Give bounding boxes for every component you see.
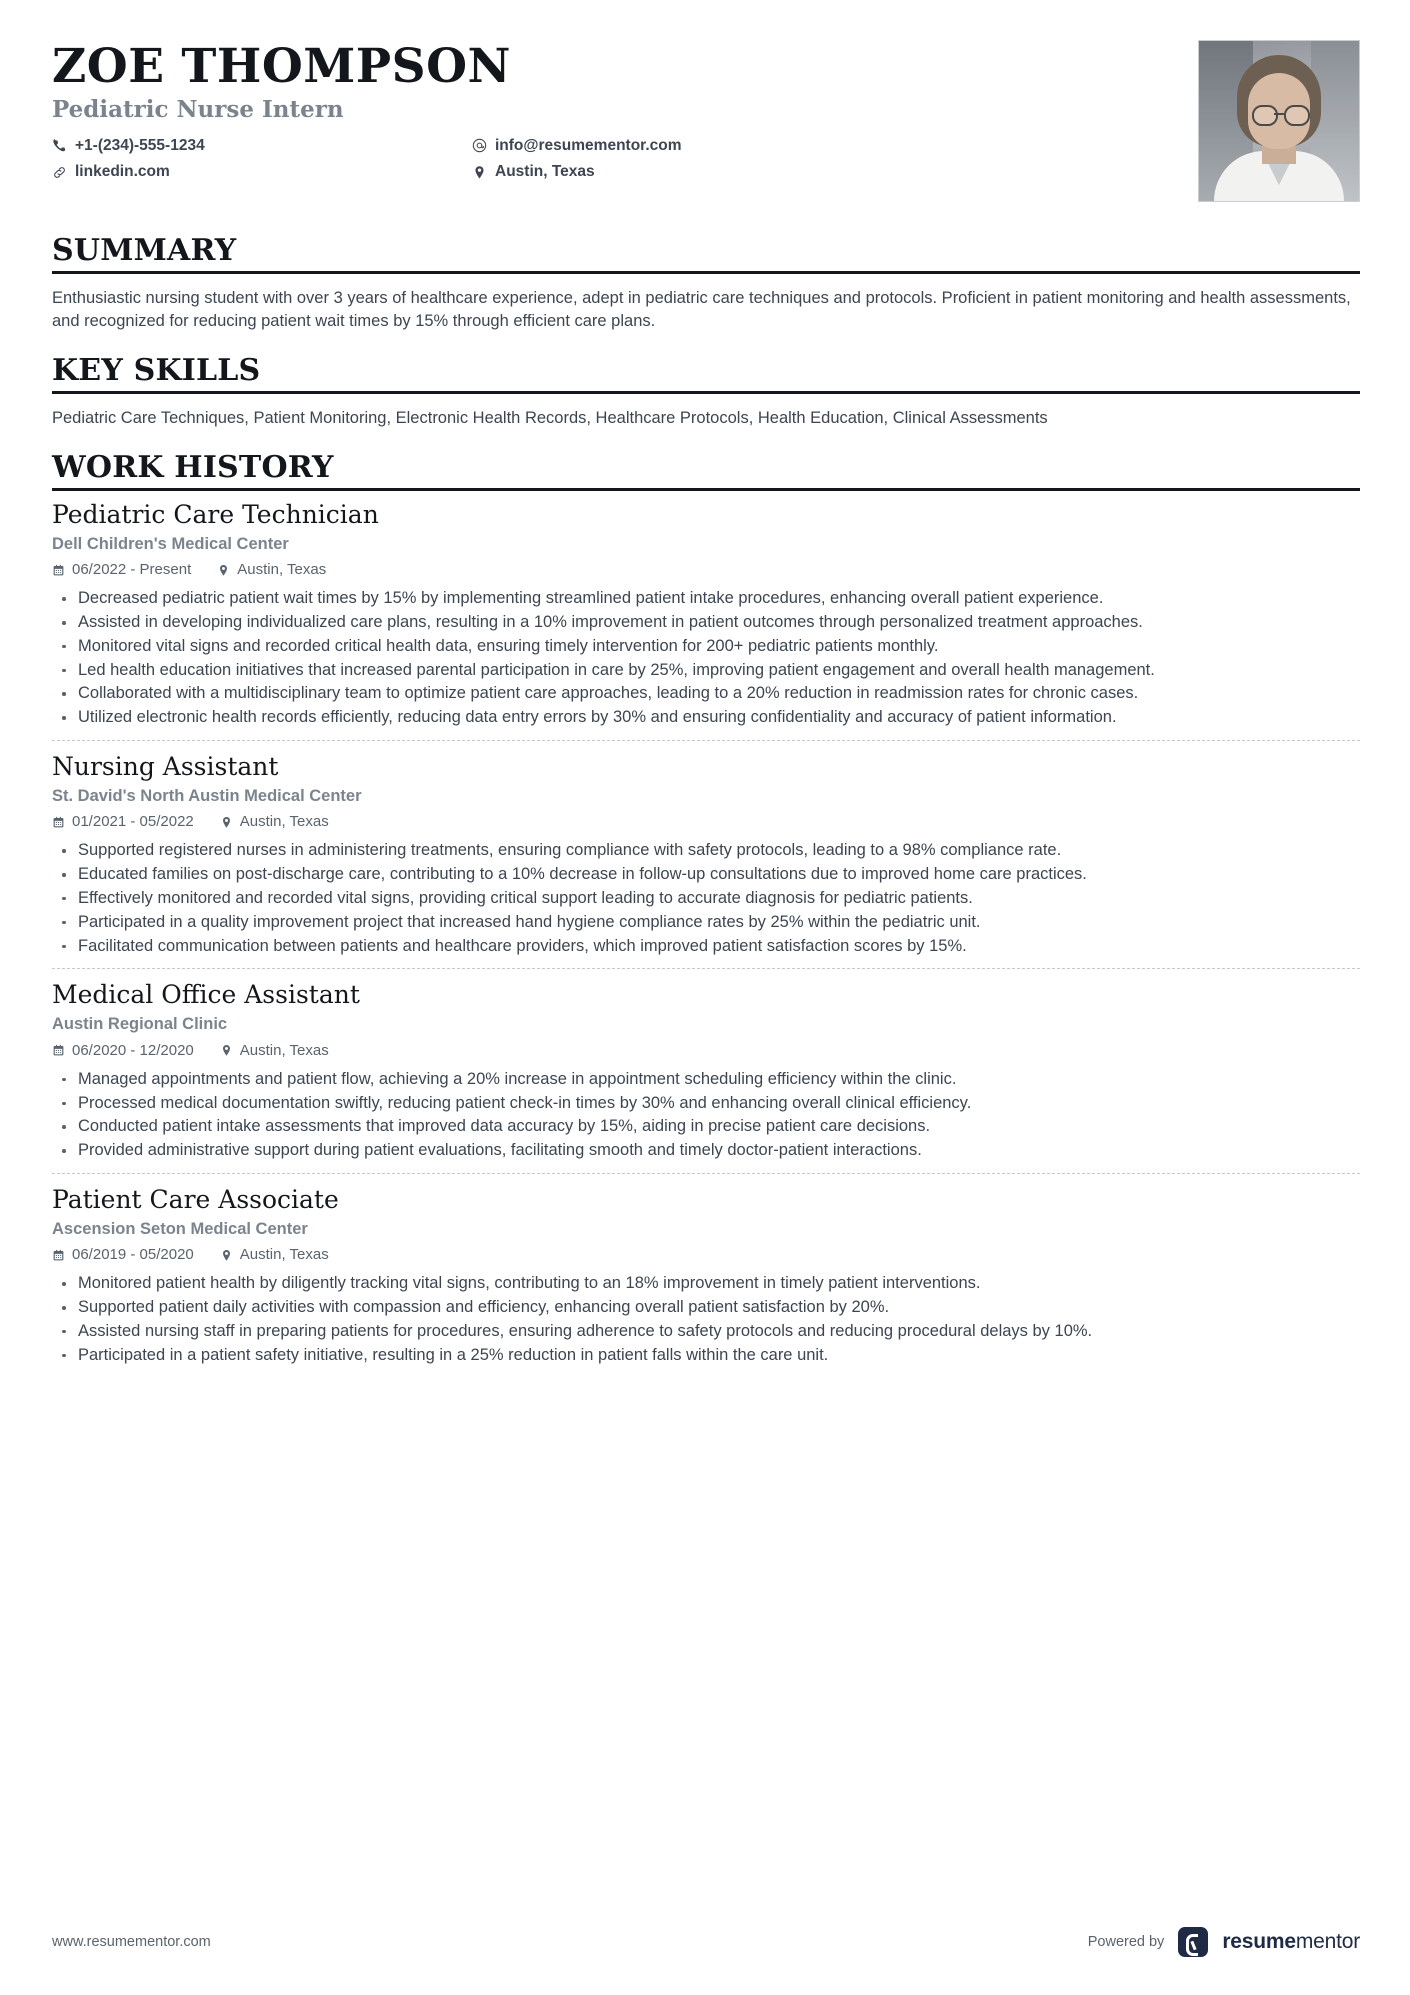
candidate-name: ZOE THOMPSON bbox=[52, 39, 511, 94]
work-entry-title: Patient Care Associate bbox=[52, 1184, 339, 1214]
phone-icon bbox=[52, 138, 67, 153]
work-entry-bullets bbox=[52, 1068, 1360, 1162]
work-entry-bullet: Utilized electronic health records efficiently, reducing data entry errors by 30% and ensuring confidentiality and accuracy of patient information. bbox=[52, 706, 1360, 729]
header-left-column bbox=[52, 38, 1198, 182]
work-entry-bullet: Provided administrative support during patient evaluations, facilitating smooth and timely doctor-patient interactions. bbox=[52, 1139, 1360, 1162]
summary-heading: SUMMARY bbox=[52, 235, 1360, 274]
work-entry-bullet: Processed medical documentation swiftly, reducing patient check-in times by 30% and enhancing overall clinical efficiency. bbox=[52, 1092, 1360, 1115]
powered-by-label: Powered by bbox=[1087, 1934, 1165, 1950]
work-entry-title: Medical Office Assistant bbox=[52, 980, 360, 1010]
work-entry-dates-text: 06/2019 - 05/2020 bbox=[72, 1246, 194, 1264]
work-entry-location bbox=[220, 1246, 329, 1264]
work-entry-bullet: Supported registered nurses in administering treatments, ensuring compliance with safety protocols, leading to a 98% compliance rate. bbox=[52, 839, 1360, 862]
work-entry-bullet: Facilitated communication between patients and healthcare providers, which improved patient satisfaction scores by 15%. bbox=[52, 935, 1360, 958]
work-entry-bullet: Effectively monitored and recorded vital signs, providing critical support leading to accurate diagnosis for pediatric patients. bbox=[52, 887, 1360, 910]
contact-email[interactable] bbox=[472, 137, 1198, 156]
contact-location-text: Austin, Texas bbox=[495, 163, 595, 181]
location-icon bbox=[472, 165, 487, 180]
work-entry bbox=[52, 740, 1360, 957]
work-entry-bullet: Monitored vital signs and recorded critical health data, ensuring timely intervention for 200+ pediatric patients monthly. bbox=[52, 635, 1360, 658]
resumementor-logo-text bbox=[1222, 1930, 1360, 1954]
work-entry-bullet: Educated families on post-discharge care, contributing to a 10% decrease in follow-up consultations due to improved home care practices. bbox=[52, 863, 1360, 886]
location-icon bbox=[220, 816, 233, 829]
candidate-photo bbox=[1198, 40, 1360, 202]
key-skills-heading: KEY SKILLS bbox=[52, 355, 1360, 394]
contact-linkedin[interactable] bbox=[52, 163, 472, 182]
work-entry-bullet: Led health education initiatives that increased parental participation in care by 25%, improving patient engagement and overall health management. bbox=[52, 659, 1360, 682]
work-entry-location bbox=[217, 561, 326, 579]
work-entry-bullet: Participated in a patient safety initiative, resulting in a 25% reduction in patient falls within the care unit. bbox=[52, 1344, 1360, 1367]
work-entry-bullets bbox=[52, 587, 1360, 729]
work-entry-dates bbox=[52, 813, 194, 831]
work-entry-bullet: Collaborated with a multidisciplinary team to optimize patient care approaches, leading to a 20% reduction in readmission rates for chronic cases. bbox=[52, 682, 1360, 705]
page-footer bbox=[52, 1927, 1360, 1957]
work-entry bbox=[52, 968, 1360, 1162]
work-entry-dates-text: 06/2022 - Present bbox=[72, 561, 192, 579]
section-work-history bbox=[52, 452, 1360, 1366]
work-entry-location bbox=[220, 813, 329, 831]
work-history-heading: WORK HISTORY bbox=[52, 452, 1360, 491]
location-icon bbox=[220, 1044, 233, 1057]
work-entry-bullet: Decreased pediatric patient wait times by 15% by implementing streamlined patient intake procedures, enhancing overall patient experience. bbox=[52, 587, 1360, 610]
section-summary bbox=[52, 235, 1360, 333]
logo-text-bold: resume bbox=[1222, 1930, 1296, 1953]
contact-phone[interactable] bbox=[52, 137, 472, 156]
contact-phone-text: +1-(234)-555-1234 bbox=[75, 136, 205, 154]
work-entry bbox=[52, 491, 1360, 729]
contact-linkedin-text: linkedin.com bbox=[75, 163, 170, 181]
work-entry-bullet: Assisted in developing individualized care plans, resulting in a 10% improvement in patient outcomes through personalized treatment approaches. bbox=[52, 611, 1360, 634]
work-entry-location-text: Austin, Texas bbox=[239, 813, 329, 831]
work-entry-location-text: Austin, Texas bbox=[239, 1041, 329, 1059]
work-entry-company: Dell Children's Medical Center bbox=[52, 534, 289, 553]
work-entry-title: Pediatric Care Technician bbox=[52, 499, 379, 529]
work-entry-company: Austin Regional Clinic bbox=[52, 1015, 228, 1034]
link-icon bbox=[52, 165, 67, 180]
calendar-icon bbox=[52, 1249, 65, 1262]
calendar-icon bbox=[52, 564, 65, 577]
footer-website[interactable]: www.resumementor.com bbox=[52, 1934, 211, 1950]
email-icon bbox=[472, 138, 487, 153]
work-entry-location-text: Austin, Texas bbox=[237, 561, 327, 579]
work-entry-location-text: Austin, Texas bbox=[239, 1246, 329, 1264]
work-entry-meta bbox=[52, 813, 1360, 831]
work-entry-meta bbox=[52, 561, 1360, 579]
work-entry-dates-text: 01/2021 - 05/2022 bbox=[72, 813, 194, 831]
resume-header bbox=[52, 38, 1360, 213]
work-entry-meta bbox=[52, 1042, 1360, 1060]
work-entry-bullet: Conducted patient intake assessments that improved data accuracy by 15%, aiding in precise patient care decisions. bbox=[52, 1115, 1360, 1138]
work-entry-company: Ascension Seton Medical Center bbox=[52, 1219, 308, 1238]
work-entry bbox=[52, 1173, 1360, 1367]
key-skills-text: Pediatric Care Techniques, Patient Monitoring, Electronic Health Records, Healthcare Protocols, Health Education, Clinical Assessments bbox=[52, 408, 1048, 427]
work-entry-bullet: Managed appointments and patient flow, achieving a 20% increase in appointment scheduling efficiency within the clinic. bbox=[52, 1068, 1360, 1091]
work-entry-bullet: Participated in a quality improvement project that increased hand hygiene compliance rates by 25% within the pediatric unit. bbox=[52, 911, 1360, 934]
work-entry-bullet: Assisted nursing staff in preparing patients for procedures, ensuring adherence to safety protocols and reducing procedural delays by 10%. bbox=[52, 1320, 1360, 1343]
work-entry-meta bbox=[52, 1246, 1360, 1264]
contact-location bbox=[472, 163, 1198, 182]
work-entry-dates bbox=[52, 561, 191, 579]
work-history-entries bbox=[52, 491, 1360, 1367]
work-entry-bullet: Monitored patient health by diligently tracking vital signs, contributing to an 18% improvement in timely patient interventions. bbox=[52, 1272, 1360, 1295]
work-entry-company: St. David's North Austin Medical Center bbox=[52, 786, 362, 805]
work-entry-dates bbox=[52, 1042, 194, 1060]
candidate-job-title: Pediatric Nurse Intern bbox=[52, 96, 344, 124]
contact-info bbox=[52, 137, 1198, 182]
work-entry-dates bbox=[52, 1246, 194, 1264]
work-entry-bullets bbox=[52, 1272, 1360, 1366]
work-entry-bullet: Supported patient daily activities with compassion and efficiency, enhancing overall patient satisfaction by 20%. bbox=[52, 1296, 1360, 1319]
work-entry-bullets bbox=[52, 839, 1360, 957]
work-entry-location bbox=[220, 1042, 329, 1060]
resumementor-logo-icon bbox=[1178, 1927, 1208, 1957]
work-entry-title: Nursing Assistant bbox=[52, 751, 279, 781]
contact-email-text: info@resumementor.com bbox=[495, 136, 682, 154]
summary-text: Enthusiastic nursing student with over 3 years of healthcare experience, adept in pediatric care techniques and protocols. Proficient in patient monitoring and health assessments, and recognized for reducing patient wait times by 15% through efficient care plans. bbox=[52, 288, 1351, 330]
section-key-skills bbox=[52, 355, 1360, 430]
calendar-icon bbox=[52, 816, 65, 829]
location-icon bbox=[220, 1249, 233, 1262]
location-icon bbox=[217, 564, 230, 577]
footer-branding bbox=[1088, 1927, 1360, 1957]
work-entry-dates-text: 06/2020 - 12/2020 bbox=[72, 1041, 194, 1059]
calendar-icon bbox=[52, 1044, 65, 1057]
logo-text-light: mentor bbox=[1295, 1930, 1360, 1953]
